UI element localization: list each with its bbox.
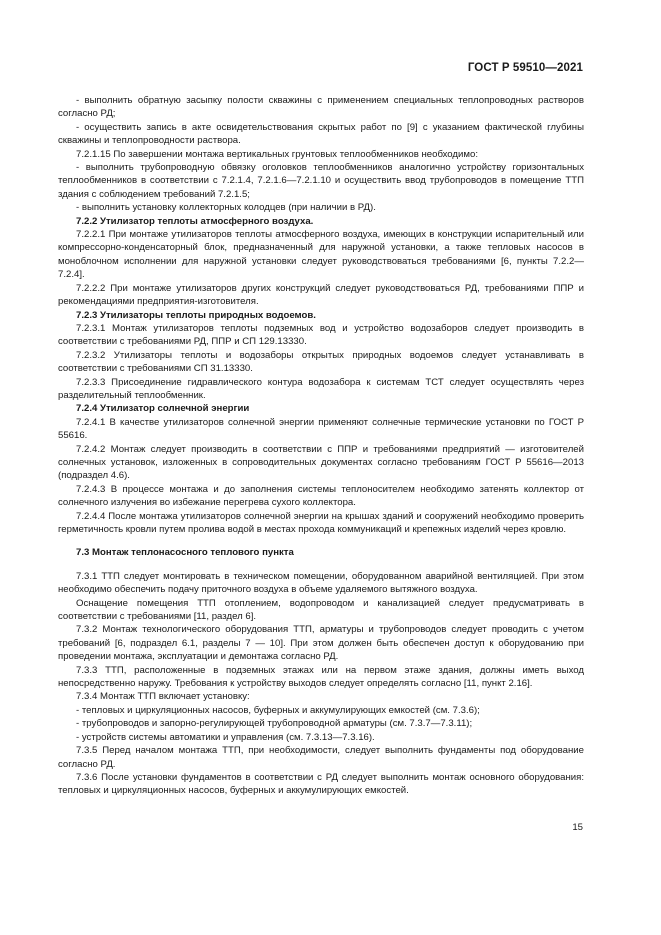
paragraph: 7.2.4.3 В процессе монтажа и до заполнения системы теплоносителем необходимо затенять коллектор от солнечного излучения во избежание перегрева сухого коллектора. bbox=[58, 483, 584, 509]
paragraph: - трубопроводов и запорно-регулирующей трубопроводной арматуры (см. 7.3.7—7.3.11); bbox=[76, 718, 473, 730]
paragraph: 7.2.2.1 При монтаже утилизаторов теплоты атмосферного воздуха, имеющих в конструкции испарительный или компрессорно-конденсаторный блок, предназначенный для наружной установки, а также тепловых насосов в моноблочном исполнении для наружной установки следует руководствоваться требованиями [6, пункты 7.2.2—7.2.4]. bbox=[58, 229, 584, 281]
paragraph: - устройств системы автоматики и управления (см. 7.3.13—7.3.16). bbox=[76, 731, 375, 743]
section-heading: 7.2.2 Утилизатор теплоты атмосферного воздуха. bbox=[76, 215, 314, 227]
paragraph: 7.2.4.4 После монтажа утилизаторов солнечной энергии на крышах зданий и сооружений необходимо проверить герметичность кровли путем пролива водой в местах прохода коммуникаций и крепежных изделий через кровлю. bbox=[58, 510, 584, 535]
paragraph: 7.2.4.2 Монтаж следует производить в соответствии с ППР и требованиями предприятий — изготовителей солнечных установок, изложенных в сопроводительных документах согласно требованиям ГОСТ Р 55616—2013 (подраздел 4.6). bbox=[58, 443, 584, 482]
paragraph: Оснащение помещения ТТП отоплением, водопроводом и канализацией следует предусматривать в соответствии с требованиями [11, раздел 6]. bbox=[58, 597, 584, 623]
section-heading: 7.2.3 Утилизаторы теплоты природных водоемов. bbox=[76, 309, 316, 321]
document-header: ГОСТ Р 59510—2021 bbox=[467, 62, 583, 74]
paragraph: 7.3.4 Монтаж ТТП включает установку: bbox=[76, 691, 250, 703]
paragraph-gap bbox=[58, 536, 584, 546]
paragraph: 7.2.4.1 В качестве утилизаторов солнечной энергии применяют солнечные термические установки по ГОСТ Р 55616. bbox=[58, 416, 584, 442]
paragraph: 7.2.3.1 Монтаж утилизаторов теплоты подземных вод и устройство водозаборов следует производить в соответствии с требованиями РД, ППР и СП 129.13330. bbox=[58, 322, 584, 348]
paragraph: 7.2.1.15 По завершении монтажа вертикальных грунтовых теплообменников необходимо: bbox=[76, 148, 478, 160]
paragraph: - выполнить трубопроводную обвязку оголовков теплообменников аналогично устройству горизонтальных теплообменников в соответствии с 7.2.1.4, 7.2.1.6—7.2.1.10 и осуществить ввод трубопроводов в помещение ТТП здания с соблюдением требований 7.2.1.5; bbox=[58, 162, 584, 200]
paragraph-gap bbox=[58, 560, 584, 570]
paragraph: - выполнить установку коллекторных колодцев (при наличии в РД). bbox=[76, 202, 376, 214]
document-body bbox=[58, 94, 584, 798]
paragraph: 7.3.6 После установки фундаментов в соответствии с РД следует выполнить монтаж основного оборудования: тепловых и циркуляционных насосов, буферных и аккумулирующих емкостей. bbox=[58, 771, 584, 797]
paragraph: 7.3.5 Перед началом монтажа ТТП, при необходимости, следует выполнить фундаменты под оборудование согласно РД. bbox=[58, 745, 584, 770]
page-number: 15 bbox=[572, 822, 583, 833]
paragraph: - осуществить запись в акте освидетельствования скрытых работ по [9] с указанием фактической глубины скважины и теплопроводности раствора. bbox=[58, 121, 584, 147]
paragraph: 7.3.3 ТТП, расположенные в подземных этажах или на первом этаже здания, должны иметь выход непосредственно наружу. Требования к устройству выходов следует определять согласно [11, пункт 2.16]. bbox=[58, 664, 584, 690]
paragraph: - выполнить обратную засыпку полости скважины с применением специальных теплопроводных растворов согласно РД; bbox=[58, 95, 584, 120]
section-heading: 7.3 Монтаж теплонасосного теплового пункта bbox=[76, 547, 294, 559]
paragraph: 7.2.3.3 Присоединение гидравлического контура водозабора к системам ТСТ следует осуществлять через разделительный теплообменник. bbox=[58, 376, 584, 401]
paragraph: - тепловых и циркуляционных насосов, буферных и аккумулирующих емкостей (см. 7.3.6); bbox=[76, 704, 480, 716]
paragraph: 7.2.2.2 При монтаже утилизаторов других конструкций следует руководствоваться РД, требованиями ППР и рекомендациями предприятия-изготовителя. bbox=[58, 282, 584, 308]
section-heading: 7.2.4 Утилизатор солнечной энергии bbox=[76, 403, 250, 415]
paragraph: 7.3.1 ТТП следует монтировать в техническом помещении, оборудованном аварийной вентиляцией. При этом необходимо обеспечить подачу приточного воздуха в объеме удаляемого вытяжного воздуха. bbox=[58, 570, 584, 596]
paragraph: 7.2.3.2 Утилизаторы теплоты и водозаборы открытых природных водоемов следует устанавливать в соответствии с требованиями СП 31.13330. bbox=[58, 349, 584, 375]
paragraph: 7.3.2 Монтаж технологического оборудования ТТП, арматуры и трубопроводов следует проводить с учетом требований [6, подраздел 6.1, разделы 7 — 10]. При этом должен быть обеспечен доступ к оборудованию при проведении монтажа, эксплуатации и демонтажа согласно РД. bbox=[58, 624, 584, 663]
